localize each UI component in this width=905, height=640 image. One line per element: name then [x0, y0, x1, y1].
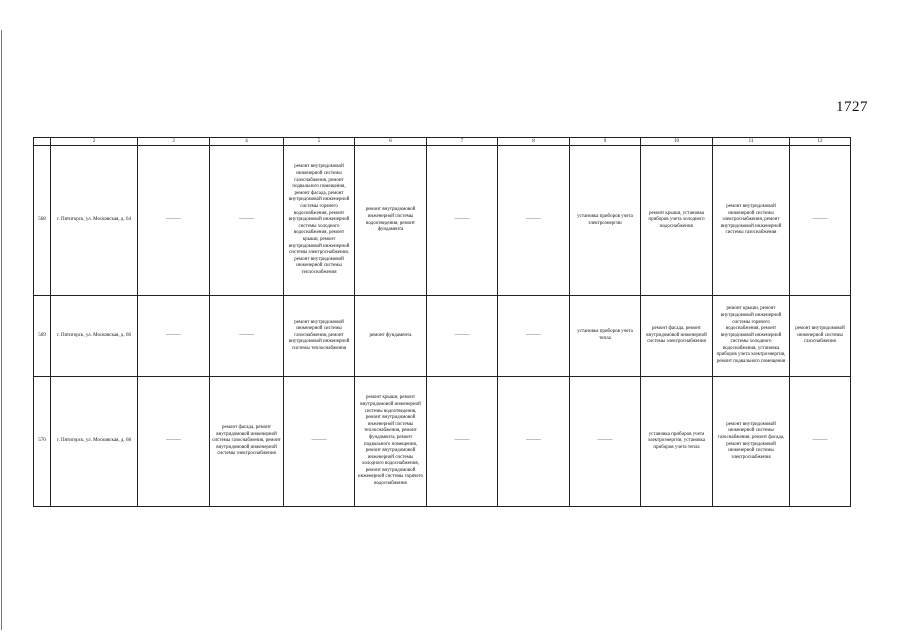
row-number: 569	[34, 296, 51, 377]
table-cell: ———	[210, 296, 284, 377]
table-cell: установка приборов учета электроэнергии	[570, 146, 641, 296]
table-cell: ———	[570, 377, 641, 507]
table-cell: ремонт внутридомовой инженерной системы газоснабжения, ремонт фасада, ремонт внутридомовой инженерной системы электроснабжения	[713, 377, 790, 507]
address-cell: г. Пятигорск, ул. Московская, д. 66	[51, 296, 138, 377]
table-cell: ———	[138, 296, 210, 377]
scan-margin-line	[1, 30, 2, 630]
table-cell: ———	[498, 146, 570, 296]
column-header: 8	[498, 138, 570, 146]
table-cell: ремонт внутридомовой инженерной системы водоотведения, ремонт фундамента	[355, 146, 427, 296]
table-row	[34, 146, 851, 296]
column-header: 5	[284, 138, 355, 146]
column-header: 9	[570, 138, 641, 146]
table-cell: ремонт фасада, ремонт внутридомовой инженерной системы газоснабжения, ремонт внутридомовой инженерной системы электроснабжения	[210, 377, 284, 507]
table-cell: ремонт крыши, ремонт внутридомовой инженерной системы водоотведения, ремонт внутридомовой инженерной системы теплоснабжения, ремонт фундамента, ремонт подвального помещения, ремонт внутридомовой инженерной системы холодного водоснабжения, ремонт внутридомовой инженерной системы горячего водоснабжения	[355, 377, 427, 507]
column-header: 2	[51, 138, 138, 146]
column-header	[34, 138, 51, 146]
table-cell: ———	[790, 377, 851, 507]
table-cell: ремонт внутридомовой инженерной системы газоснабжения, ремонт подвального помещения, ремонт фасада, ремонт внутридомовой инженерной системы горячего водоснабжения, ремонт внутридомовой инженерной системы холодного водоснабжения, ремонт крыши, ремонт внутридомовой инженерной системы электроснабжения, ремонт внутридомовой инженерной системы теплоснабжения	[284, 146, 355, 296]
column-header: 12	[790, 138, 851, 146]
table-cell: ремонт внутридомовой инженерной системы газоснабжения	[790, 296, 851, 377]
table-cell: ремонт крыши, ремонт внутридомовой инженерной системы горячего водоснабжения, ремонт внутридомовой инженерной системы холодного водоснабжения, установка приборов учета электроэнергии, ремонт подвального помещения	[713, 296, 790, 377]
table-row	[34, 377, 851, 507]
table-cell: ремонт внутридомовой инженерной системы электроснабжения, ремонт внутридомовой инженерной системы газоснабжения	[713, 146, 790, 296]
table-cell: ———	[498, 296, 570, 377]
column-header: 3	[138, 138, 210, 146]
repair-schedule-table	[33, 137, 851, 507]
table-cell: установка приборов учета тепла	[570, 296, 641, 377]
table-cell: ———	[210, 146, 284, 296]
table-cell: установка приборов учета электроэнергии, установка приборов учета тепла	[641, 377, 713, 507]
column-header: 4	[210, 138, 284, 146]
column-header: 6	[355, 138, 427, 146]
table-cell: ———	[138, 146, 210, 296]
table-cell: ремонт внутридомовой инженерной системы газоснабжения, ремонт внутридомовой инженерной системы теплоснабжения	[284, 296, 355, 377]
table-cell: ———	[427, 146, 498, 296]
column-header-row	[34, 138, 851, 146]
table-cell: ———	[284, 377, 355, 507]
address-cell: г. Пятигорск, ул. Московская, д. 64	[51, 146, 138, 296]
table-cell: ремонт фундамента	[355, 296, 427, 377]
table-cell: ремонт крыши, установка приборов учета холодного водоснабжения	[641, 146, 713, 296]
address-cell: г. Пятигорск, ул. Московская, д. 68	[51, 377, 138, 507]
table-cell: ———	[138, 377, 210, 507]
column-header: 11	[713, 138, 790, 146]
table-cell: ———	[498, 377, 570, 507]
table-cell: ремонт фасада, ремонт внутридомовой инженерной системы электроснабжения	[641, 296, 713, 377]
table-row	[34, 296, 851, 377]
column-header: 7	[427, 138, 498, 146]
table-cell: ———	[427, 377, 498, 507]
table-cell: ———	[427, 296, 498, 377]
row-number: 568	[34, 146, 51, 296]
page-number: 1727	[836, 99, 868, 115]
column-header: 10	[641, 138, 713, 146]
row-number: 570	[34, 377, 51, 507]
table-cell: ———	[790, 146, 851, 296]
